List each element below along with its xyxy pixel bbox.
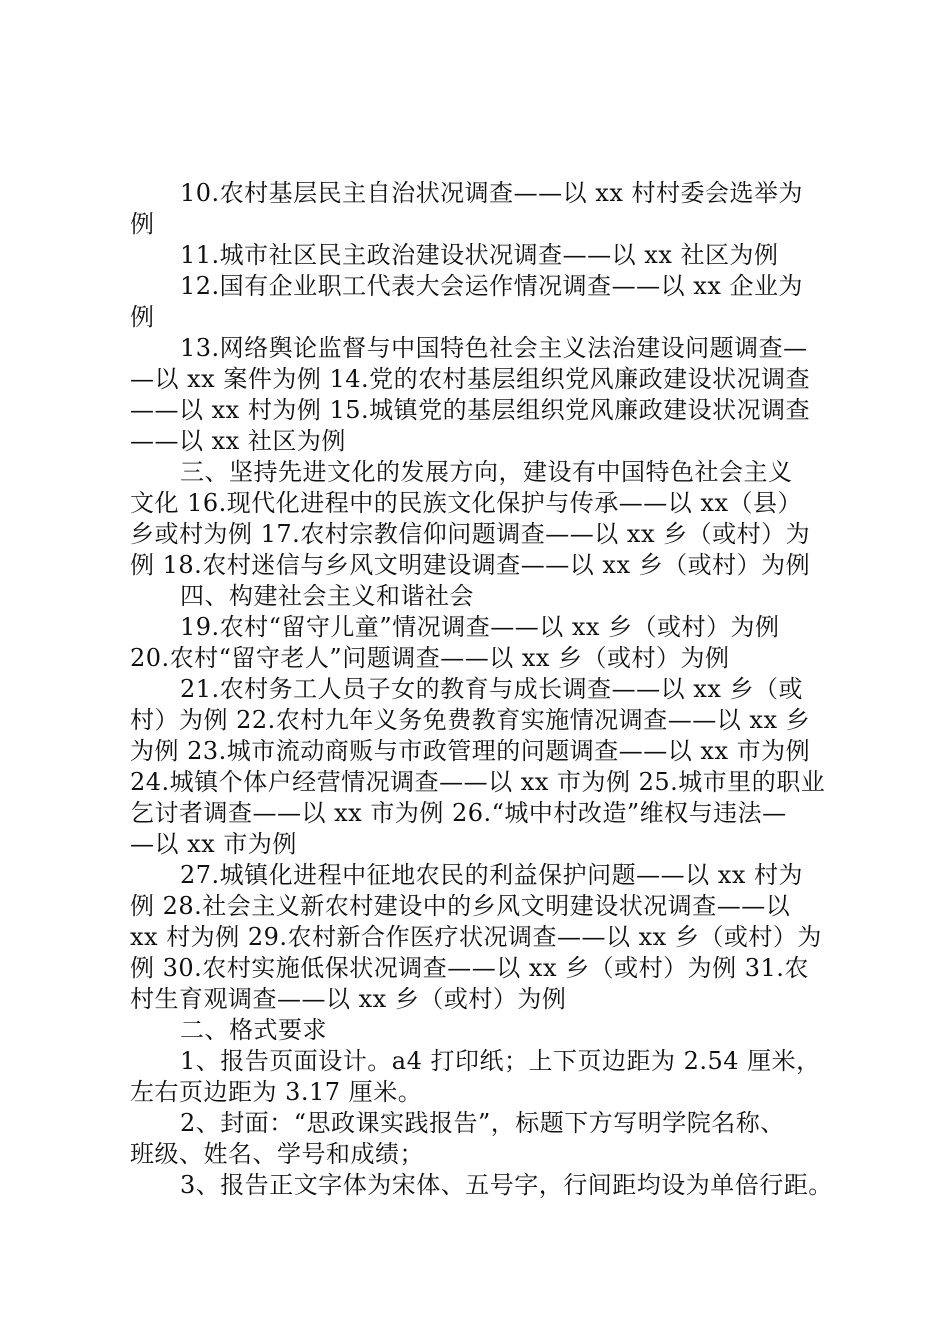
text-line: 例 [130,303,155,331]
section-heading: 二、格式要求 [180,1016,327,1044]
text-line: 班级、姓名、学号和成绩； [130,1140,424,1168]
text-line: 村生育观调查——以 xx 乡（或村）为例 [130,985,567,1013]
text-line: 例 [130,210,155,238]
text-line: 19.农村“留守儿童”情况调查——以 xx 乡（或村）为例 [180,613,780,641]
text-line: 27.城镇化进程中征地农民的利益保护问题——以 xx 村为 [180,861,803,889]
text-line: 文化 16.现代化进程中的民族文化保护与传承——以 xx（县） [130,489,802,517]
text-line: —以 xx 案件为例 14.党的农村基层组织党风廉政建设状况调查 [130,365,811,393]
text-line: 24.城镇个体户经营情况调查——以 xx 市为例 25.城市里的职业 [130,768,826,796]
text-line: 10.农村基层民主自治状况调查——以 xx 村村委会选举为 [180,179,803,207]
text-line: ——以 xx 村为例 15.城镇党的基层组织党风廉政建设状况调查 [130,396,811,424]
text-line: 左右页边距为 3.17 厘米。 [130,1078,423,1106]
text-line: 为例 23.城市流动商贩与市政管理的问题调查——以 xx 市为例 [130,737,811,765]
text-line: 20.农村“留守老人”问题调查——以 xx 乡（或村）为例 [130,644,730,672]
text-line: xx 村为例 29.农村新合作医疗状况调查——以 xx 乡（或村）为 [130,923,822,951]
text-line: 11.城市社区民主政治建设状况调查——以 xx 社区为例 [180,241,779,269]
text-line: 12.国有企业职工代表大会运作情况调查——以 xx 企业为 [180,272,803,300]
text-line: 3、报告正文字体为宋体、五号字，行间距均设为单倍行距。 [180,1171,833,1199]
text-line: 例 18.农村迷信与乡风文明建设调查——以 xx 乡（或村）为例 [130,551,811,579]
text-line: 1、报告页面设计。a4 打印纸；上下页边距为 2.54 厘米， [180,1047,821,1075]
text-line: 乞讨者调查——以 xx 市为例 26.“城中村改造”维权与违法— [130,799,787,827]
text-line: 13.网络舆论监督与中国特色社会主义法治建设问题调查— [180,334,808,362]
text-line: 例 30.农村实施低保状况调查——以 xx 乡（或村）为例 31.农 [130,954,809,982]
text-line: 村）为例 22.农村九年义务免费教育实施情况调查——以 xx 乡 [130,706,811,734]
text-line: 例 28.社会主义新农村建设中的乡风文明建设状况调查——以 [130,892,791,920]
text-line: 2、封面：“思政课实践报告”，标题下方写明学院名称、 [180,1109,785,1137]
text-line: 21.农村务工人员子女的教育与成长调查——以 xx 乡（或 [180,675,803,703]
section-heading: 四、构建社会主义和谐社会 [180,582,474,610]
text-line: —以 xx 市为例 [130,830,297,858]
section-heading: 三、坚持先进文化的发展方向，建设有中国特色社会主义 [180,458,793,486]
text-line: 乡或村为例 17.农村宗教信仰问题调查——以 xx 乡（或村）为 [130,520,811,548]
text-line: ——以 xx 社区为例 [130,427,346,455]
